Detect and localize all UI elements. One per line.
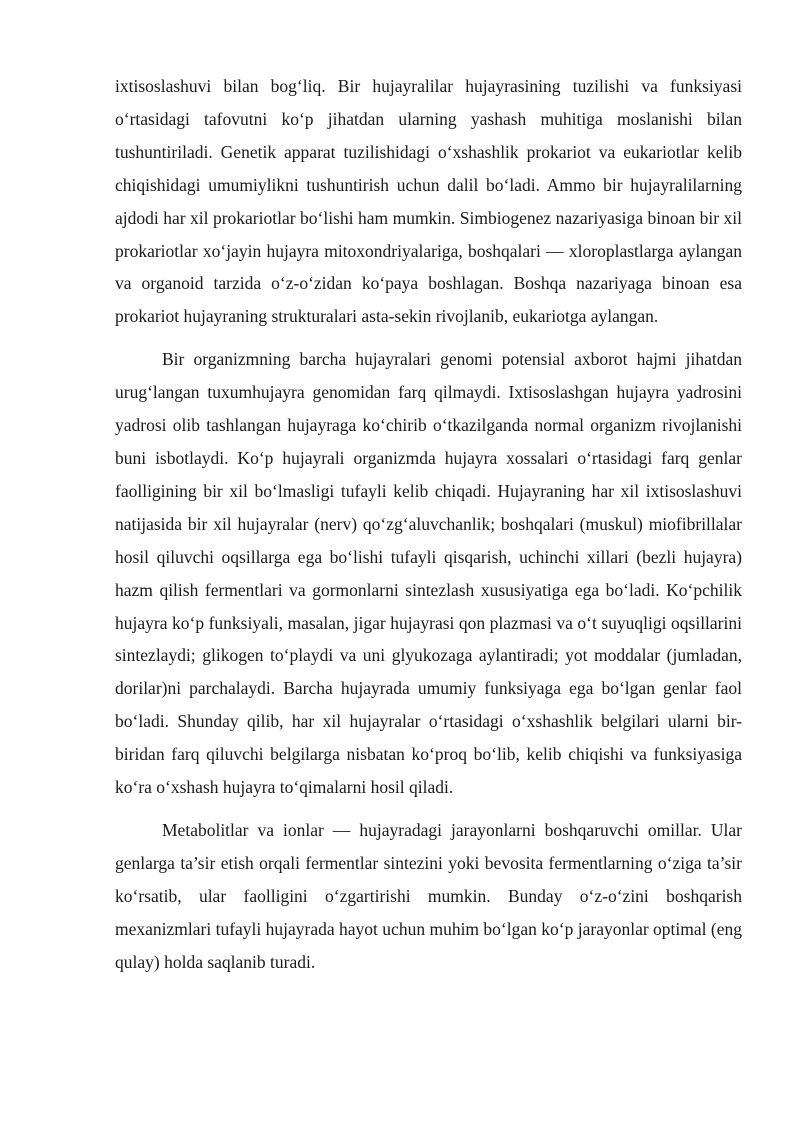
- paragraph-metabolites: Metabolitlar va ionlar — hujayradagi jarayonlarni boshqaruvchi omillar. Ular genlarga ta’sir etish orqali fermentlar sintezini yoki bevosita fermentlarning o‘ziga ta’sir ko‘rsatib, ular faolligini o‘zgartirishi mumkin. Bunday o‘z-o‘zini boshqarish mexanizmlari tufayli hujayrada hayot uchun muhim bo‘lgan ko‘p jarayonlar optimal (eng qulay) holda saqlanib turadi.: [115, 819, 742, 972]
- paragraph-continued: ixtisoslashuvi bilan bog‘liq. Bir hujayralilar hujayrasining tuzilishi va funksiyasi o‘rtasidagi tafovutni ko‘p jihatdan ularning yashash muhitiga moslanishi bilan tushuntiriladi. Genetik apparat tuzilishidagi o‘xshashlik prokariot va eukariotlar kelib chiqishidagi umumiylikni tushuntirish uchun dalil bo‘ladi. Ammo bir hujayralilarning ajdodi har xil prokariotlar bo‘lishi ham mumkin. Simbiogenez nazariyasiga binoan bir xil prokariotlar xo‘jayin hujayra mitoxondriyalariga, boshqalari — xloroplastlarga aylangan va organoid tarzida o‘z-o‘zidan ko‘paya boshlagan. Boshqa nazariyaga binoan esa prokariot hujayraning strukturalari asta-sekin rivojlanib, eukariotga aylangan.: [115, 76, 742, 327]
- document-body: [115, 70, 742, 988]
- paragraph-genome: Bir organizmning barcha hujayralari genomi potensial axborot hajmi jihatdan urug‘langan tuxumhujayra genomidan farq qilmaydi. Ixtisoslashgan hujayra yadrosini yadrosi olib tashlangan hujayraga ko‘chirib o‘tkazilganda normal organizm rivojlanishi buni isbotlaydi. Ko‘p hujayrali organizmda hujayra xossalari o‘rtasidagi farq genlar faolligining bir xil bo‘lmasligi tufayli kelib chiqadi. Hujayraning har xil ixtisoslashuvi natijasida bir xil hujayralar (nerv) qo‘zg‘aluvchanlik; boshqalari (muskul) miofibrillalar hosil qiluvchi oqsillarga ega bo‘lishi tufayli qisqarish, uchinchi xillari (bezli hujayra) hazm qilish fermentlari va gormonlarni sintezlash xususiyatiga ega bo‘ladi. Ko‘pchilik hujayra ko‘p funksiyali, masalan, jigar hujayrasi qon plazmasi va o‘t suyuqligi oqsillarini sintezlaydi; glikogen to‘playdi va uni glyukozaga aylantiradi; yot moddalar (jumladan, dorilar)ni parchalaydi. Barcha hujayrada umumiy funksiyaga ega bo‘lgan genlar faol bo‘ladi. Shunday qilib, har xil hujayralar o‘rtasidagi o‘xshashlik belgilari ularni bir-biridan farq qiluvchi belgilarga nisbatan ko‘proq bo‘lib, kelib chiqishi va funksiyasiga ko‘ra o‘xshash hujayra to‘qimalarni hosil qiladi.: [115, 349, 742, 798]
